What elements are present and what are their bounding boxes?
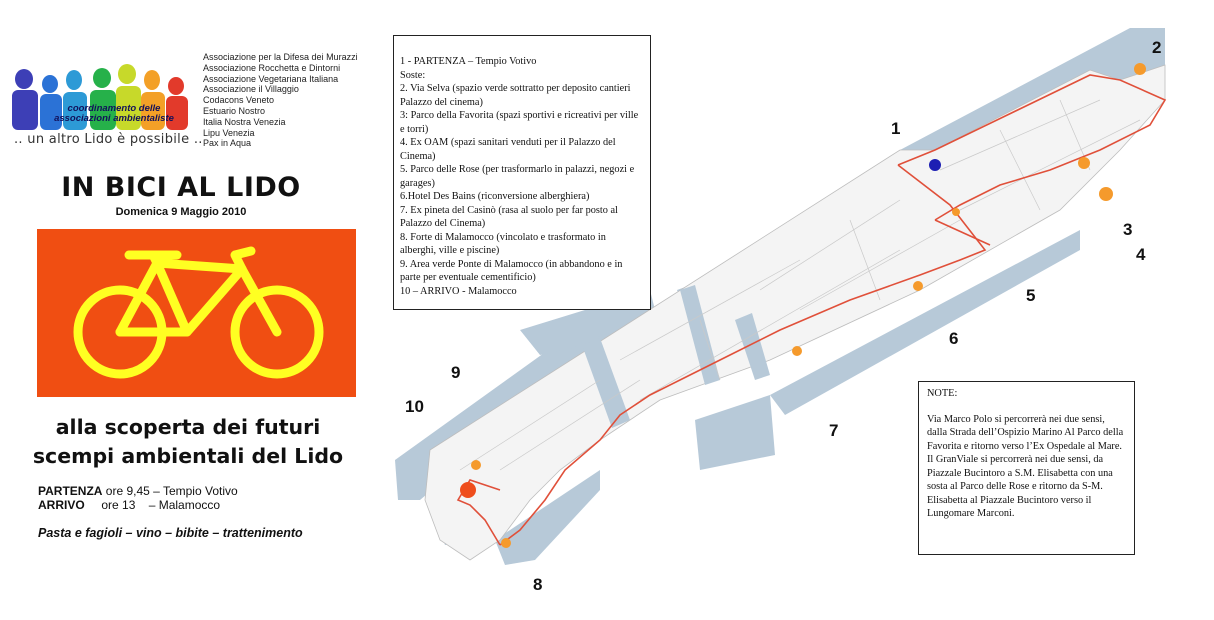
map-number-1: 1 (891, 119, 901, 138)
stop-item: 2. Via Selva (spazio verde sottratto per deposito cantieri Palazzo del cinema) (400, 83, 631, 108)
stop-item: 1 - PARTENZA – Tempio Votivo (400, 56, 537, 67)
map-number-6: 6 (949, 329, 959, 348)
map-number-7: 7 (829, 421, 839, 440)
association-item: Associazione Rocchetta e Dintorni (203, 62, 341, 73)
stop-marker (1099, 187, 1113, 201)
stop-item: 9. Area verde Ponte di Malamocco (in abbandono e in parte per eventuale cementificio) (400, 258, 623, 283)
stop-marker (913, 281, 923, 291)
map-number-8: 8 (533, 575, 543, 594)
partenza-label: PARTENZA (38, 484, 103, 498)
end-marker (460, 482, 476, 498)
stop-item: 6.Hotel Des Bains (riconversione alberghiera) (400, 191, 590, 202)
map-number-10: 10 (405, 397, 424, 416)
stop-item: 10 – ARRIVO - Malamocco (400, 285, 517, 297)
tagline-line-2: scempi ambientali del Lido (32, 444, 344, 468)
partenza-value: ore 9,45 – Tempio Votivo (105, 484, 238, 498)
stop-item: 8. Forte di Malamocco (vincolato e trasformato in alberghi, ville e piscine) (400, 231, 606, 256)
slogan: Pasta e fagioli – vino – bibite – trattenimento (38, 526, 303, 540)
map-number-3: 3 (1123, 220, 1133, 239)
stop-item: 7. Ex pineta del Casinò (rasa al suolo per far posto al Palazzo del Cinema) (400, 204, 618, 229)
arrivo-label: ARRIVO (38, 498, 85, 512)
arrivo-value: ore 13 – Malamocco (101, 498, 221, 512)
stop-item: Soste: (400, 69, 426, 81)
notes-paragraph-2: Il GranViale si percorrerà nei due sensi, da Piazzale Bucintoro a S.M. Elisabetta con una sosta al Parco delle Rose e ritorno da S-M. Elisabetta al Piazzale Bucintoro verso il Lungomare Marconi. (927, 454, 1113, 519)
association-item: Italia Nostra Venezia (203, 116, 286, 127)
notes-box (918, 381, 1135, 555)
association-item: Associazione il Villaggio (203, 84, 299, 95)
association-item: Estuario Nostro (203, 105, 266, 116)
logo-name: coordinamento delle associazioni ambientaliste (54, 103, 174, 124)
stop-marker (952, 208, 960, 216)
logo-caption: .. un altro Lido è possibile .. (14, 132, 203, 147)
stops-legend (393, 35, 651, 310)
association-item: Pax in Aqua (203, 138, 252, 149)
association-item: Codacons Veneto (203, 95, 275, 106)
stop-item: 3: Parco della Favorita (spazi sportivi e ricreativi per ville e torri) (400, 110, 639, 135)
notes-paragraph-1: Via Marco Polo si percorrerà nei due sensi, dalla Strada dell’Ospizio Marino Al Parco della Favorita e ritorno verso l’Ex Ospedale al Mare. (927, 413, 1124, 452)
notes-title: NOTE: (927, 388, 958, 399)
start-marker (929, 159, 941, 171)
stop-marker (1078, 157, 1090, 169)
stop-item: 5. Parco delle Rose (per trasformarlo in palazzi, negozi e garages) (400, 164, 635, 189)
association-item: Associazione per la Difesa dei Murazzi (203, 52, 358, 62)
map-number-2: 2 (1152, 38, 1162, 57)
tagline-line-1: alla scoperta dei futuri (55, 415, 321, 439)
map-number-9: 9 (451, 363, 461, 382)
event-date: Domenica 9 Maggio 2010 (115, 206, 247, 218)
stop-marker (792, 346, 802, 356)
stop-marker (471, 460, 481, 470)
association-item: Associazione Vegetariana Italiana (203, 73, 339, 84)
stop-marker (1134, 63, 1146, 75)
stop-item: 4. Ex OAM (spazi sanitari venduti per il Palazzo del Cinema) (400, 137, 616, 162)
map-number-5: 5 (1026, 286, 1036, 305)
map-number-4: 4 (1136, 245, 1146, 264)
association-item: Lipu Venezia (203, 127, 255, 138)
event-title: IN BICI AL LIDO (61, 172, 301, 203)
stop-marker (501, 538, 511, 548)
